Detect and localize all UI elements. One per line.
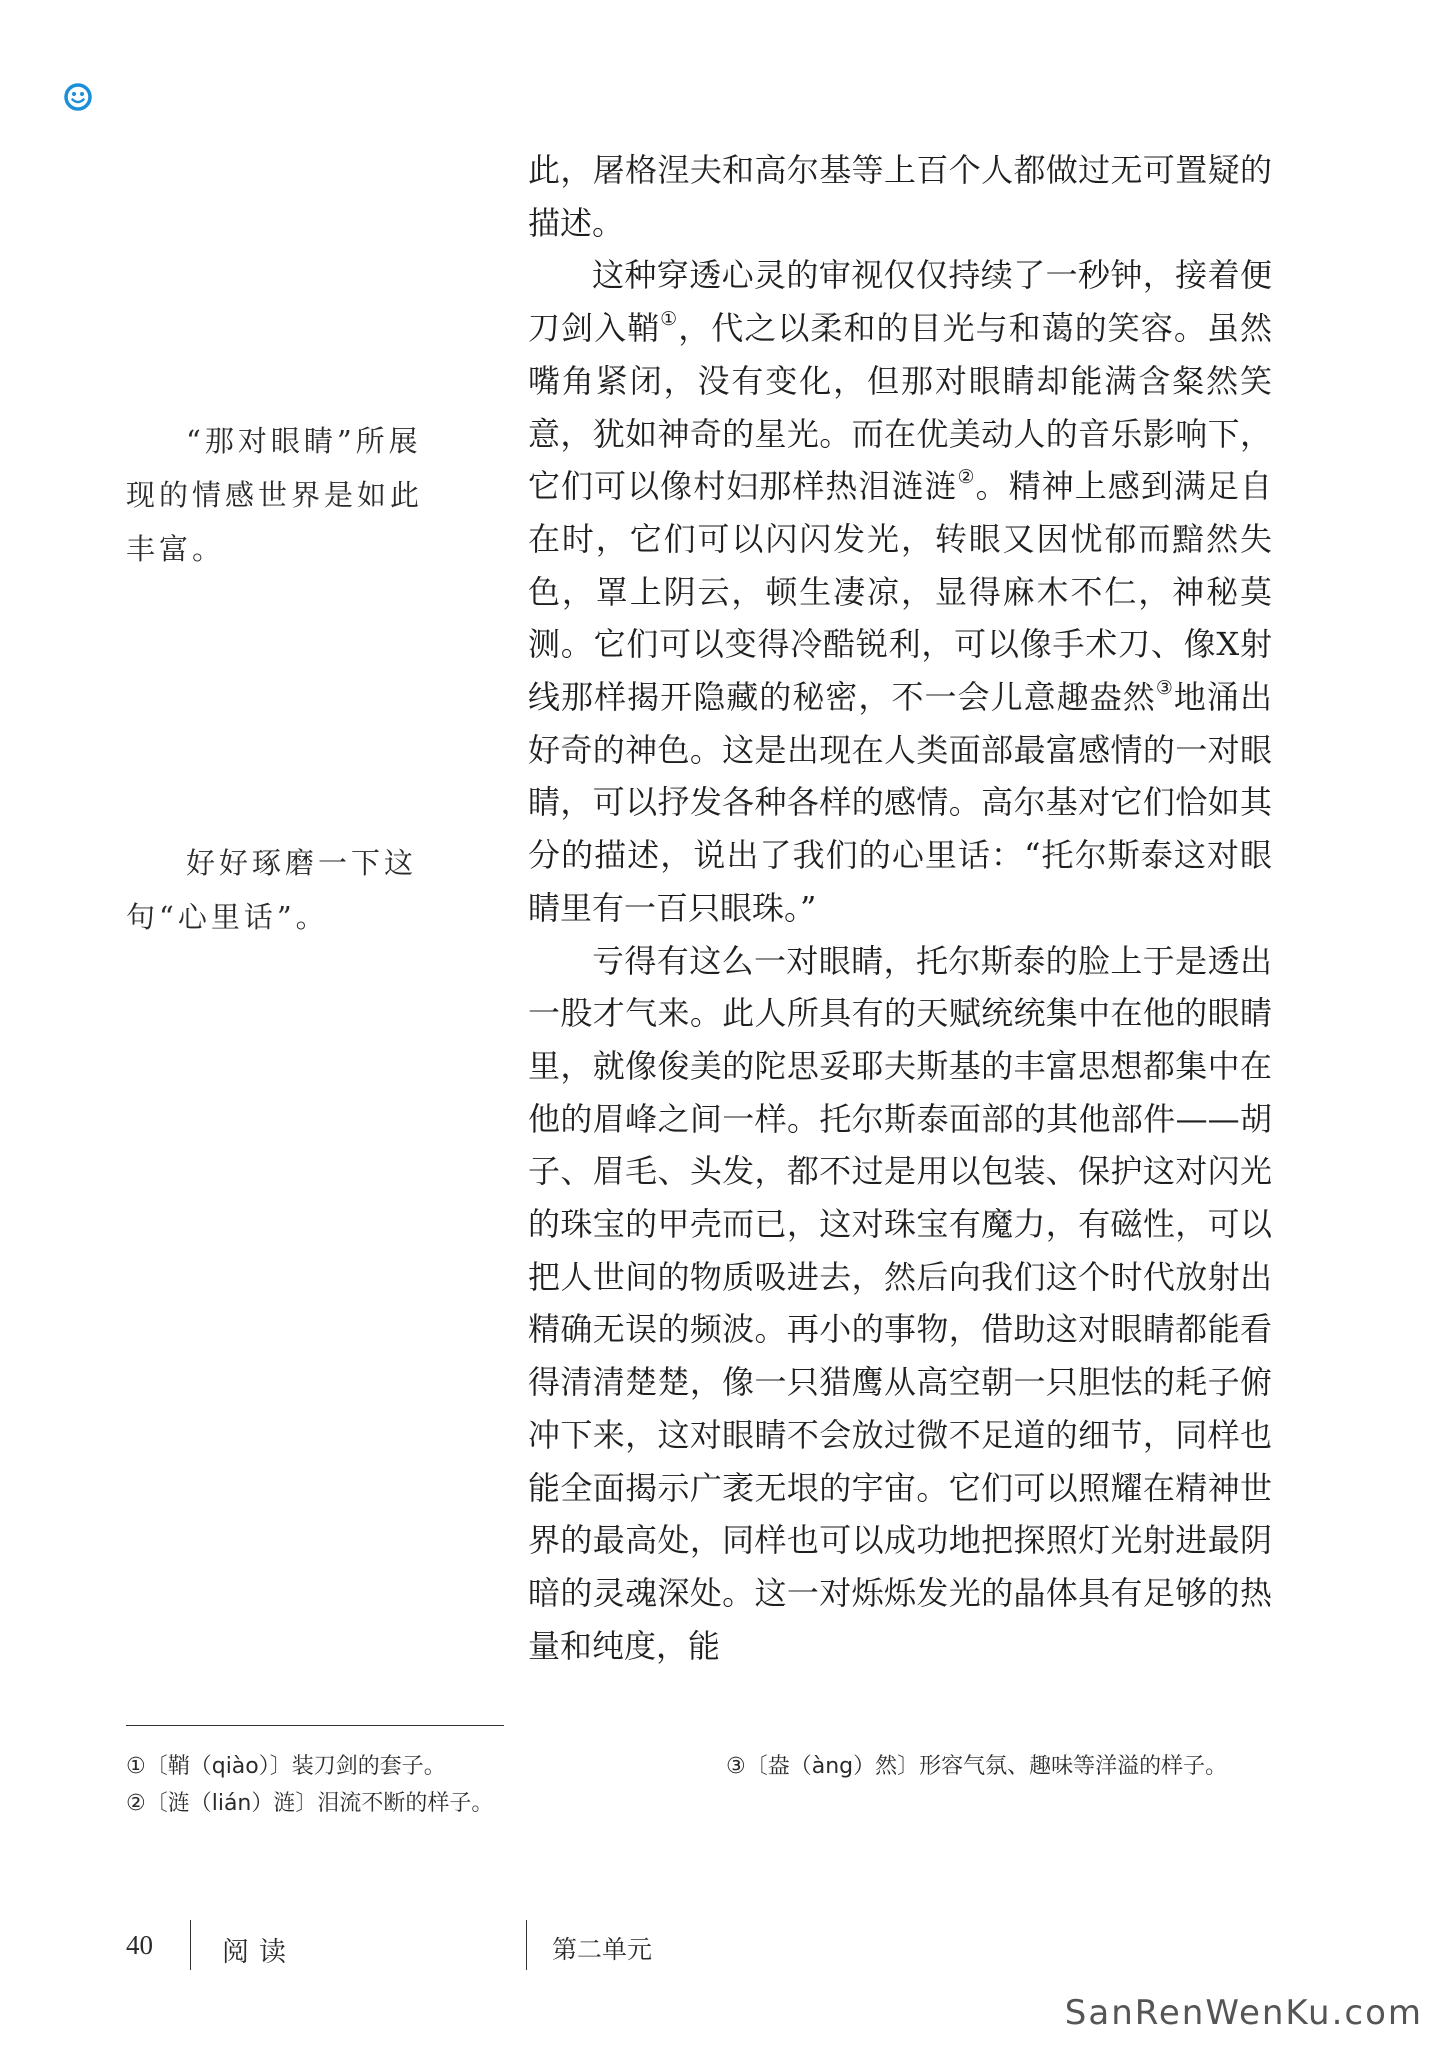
section-label: 阅读	[222, 1937, 296, 1968]
paragraph-2-part-c: 。精神上感到满足自在时，它们可以闪闪发光，转眼又因忧郁而黯然失色，罩上阴云，顿生凄凉，显得麻木不仁，神秘莫测。它们可以变得冷酷锐利，可以像手术刀、像X射线那样揭开隐藏的秘密，不一会儿意趣盎然	[528, 467, 1272, 717]
footer-divider-2	[526, 1920, 527, 1970]
paragraph-1: 此，屠格涅夫和高尔基等上百个人都做过无可置疑的描述。	[528, 151, 1272, 242]
footnote-divider	[126, 1725, 504, 1726]
watermark: SanRenWenKu.com	[1064, 1993, 1423, 2033]
footnote-ref-3[interactable]: ③	[1155, 677, 1174, 700]
unit-label: 第二单元	[552, 1935, 653, 1964]
side-note-2: 好好琢磨一下这句“心里话”。	[126, 846, 418, 934]
paragraph-2	[528, 249, 1272, 934]
paragraph-2-part-a: 这种穿透心灵的审视仅仅持续了一秒钟，接着便刀剑入鞘	[528, 256, 1272, 348]
paragraph-3: 亏得有这么一对眼睛，托尔斯泰的脸上于是透出一股才气来。此人所具有的天赋统统集中在他的眼睛里，就像俊美的陀思妥耶夫斯基的丰富思想都集中在他的眉峰之间一样。托尔斯泰面部的其他部件——胡子、眉毛、头发，都不过是用以包装、保护这对闪光的珠宝的甲壳而已，这对珠宝有魔力，有磁性，可以把人世间的物质吸进去，然后向我们这个时代放射出精确无误的频波。再小的事物，借助这对眼睛都能看得清清楚楚，像一只猎鹰从高空朝一只胆怯的耗子俯冲下来，这对眼睛不会放过微不足道的细节，同样也能全面揭示广袤无垠的宇宙。它们可以照耀在精神世界的最高处，同样也可以成功地把探照灯光射进最阴暗的灵魂深处。这一对烁烁发光的晶体具有足够的热量和纯度，能	[528, 941, 1272, 1665]
paragraph-2-part-b: ，代之以柔和的目光与和蔼的笑容。虽然嘴角紧闭，没有变化，但那对眼睛却能满含粲然笑意，犹如神奇的星光。而在优美动人的音乐影响下，它们可以像村妇那样热泪涟涟	[528, 309, 1272, 506]
smiley-icon	[63, 82, 93, 112]
footnote-1: ①〔鞘（qiào）〕装刀剑的套子。	[126, 1754, 446, 1779]
side-note-1: “那对眼睛”所展现的情感世界是如此丰富。	[126, 424, 424, 566]
page-number: 40	[126, 1930, 153, 1960]
paragraph-2-part-d: 地涌出好奇的神色。这是出现在人类面部最富感情的一对眼睛，可以抒发各种各样的感情。高尔基对它们恰如其分的描述，说出了我们的心里话：“托尔斯泰这对眼睛里有一百只眼珠。”	[528, 678, 1272, 927]
footnote-ref-1[interactable]: ①	[660, 308, 679, 331]
footer-divider-1	[190, 1920, 191, 1970]
main-text	[528, 144, 1272, 1672]
footnote-3: ③〔盎（àng）然〕形容气氛、趣味等洋溢的样子。	[726, 1754, 1228, 1779]
footnote-2: ②〔涟（lián）涟〕泪流不断的样子。	[126, 1791, 494, 1816]
footnote-ref-2[interactable]: ②	[957, 466, 976, 489]
